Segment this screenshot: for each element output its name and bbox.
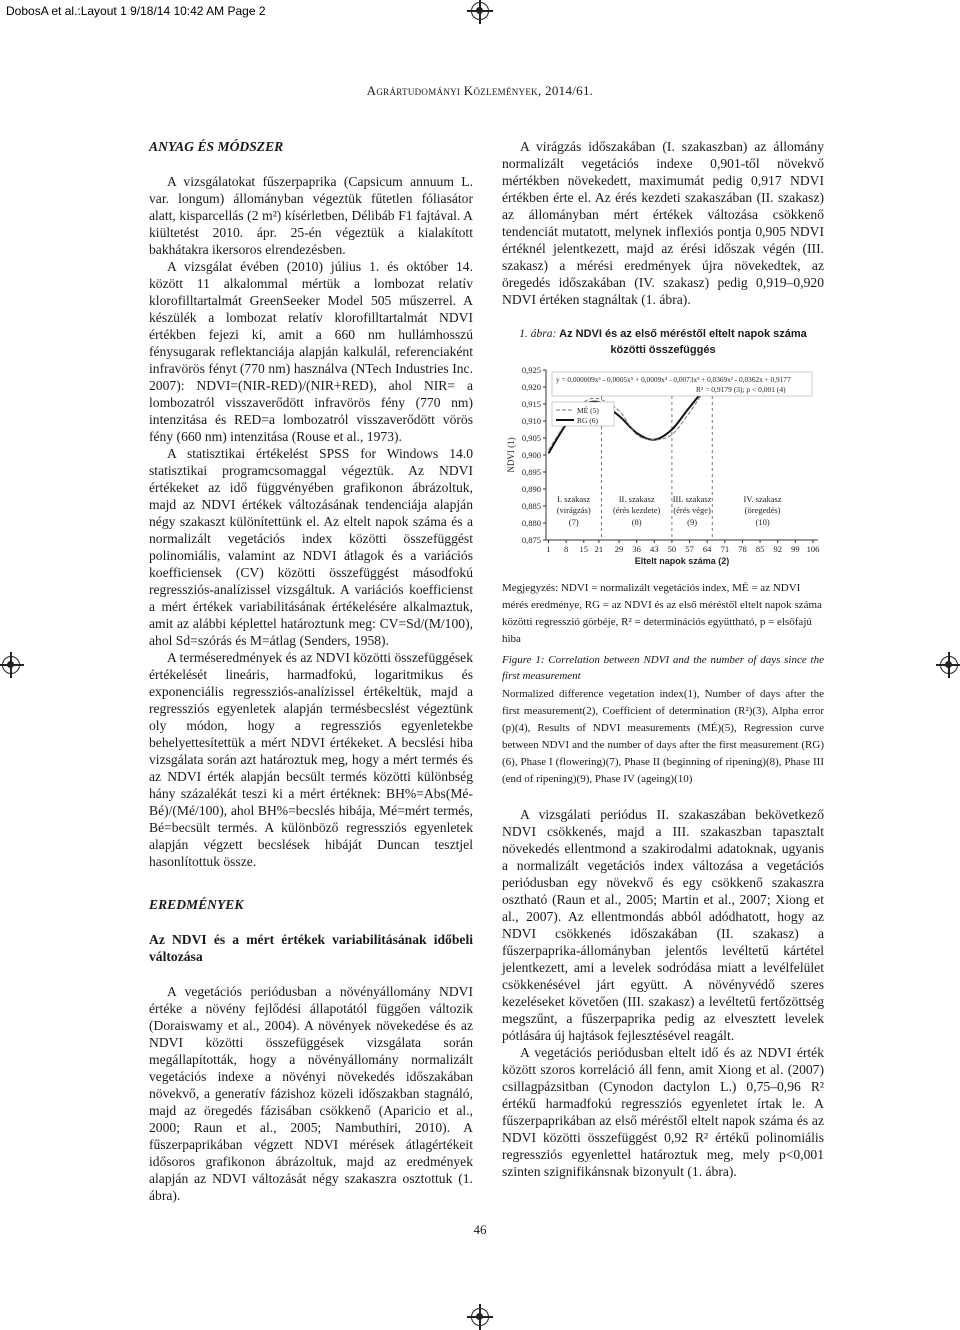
- y-tick-label: 0,890: [521, 484, 541, 494]
- phase-sublabel: (virágzás): [556, 505, 591, 515]
- y-tick-label: 0,905: [521, 433, 541, 443]
- phase-label: III. szakasz: [672, 494, 712, 504]
- y-tick-label: 0,895: [521, 467, 541, 477]
- x-tick-label: 1: [546, 544, 551, 554]
- y-tick-label: 0,880: [521, 518, 541, 528]
- legend-me-label: MÉ (5): [577, 406, 599, 415]
- x-tick-label: 36: [632, 544, 641, 554]
- x-tick-label: 50: [667, 544, 677, 554]
- phase-label: I. szakasz: [557, 494, 591, 504]
- figure-chart: [502, 362, 824, 574]
- x-tick-label: 99: [791, 544, 800, 554]
- registration-mark-top-icon: [471, 2, 489, 20]
- figure-title-text: Az NDVI és az első méréstől eltelt napok száma közötti összefüggés: [559, 328, 807, 356]
- figure-label: 1. ábra:: [519, 328, 557, 340]
- paragraph: A virágzás időszakában (I. szakaszban) az állomány normalizált vegetációs indexe 0,901-től növekvő mértékben növekedett, maximumát pedig 0,917 NDVI értékben érte el. Az érés kezdeti szakaszában (II. szakasz) az állományban mért értékek változása csökkenő tendenciát mutatott, melynek inflexiós pontja 0,905 NDVI értéknél jelentkezett, majd az érési időszak végén (III. szakasz) a mérési eredmények újra növekedtek, az öregedés időszakában (IV. szakasz) pedig 0,919–0,920 NDVI értéken stagnáltak (1. ábra).: [502, 139, 824, 307]
- paragraph: A vizsgálat évében (2010) július 1. és október 14. között 11 alkalommal mértük a lombozat relatív klorofilltartalmát GreenSeeker Model 505 műszerrel. A készülék a lombozat relatív klorofilltartalmát NDVI értékben fejezi ki, amit a 660 nm hullámhosszú fénysugarak reflektanciája alapján kalkulál, referenciaként infravörös fényt (770 nm) használva (NTech Industries Inc. 2007): NDVI=(NIR-RED)/(NIR+RED), ahol NIR= a lombozatról visszaverődött infravörös fény (770 nm) intenzitása és RED=a lombozatról visszaverődött vörös fény (660 nm) intenzitása (Rouse et al., 1973).: [149, 259, 473, 444]
- x-tick-label: 78: [738, 544, 747, 554]
- running-head: Agrártudományi Közlemények, 2014/61.: [366, 83, 594, 98]
- page-number: 46: [473, 1222, 487, 1237]
- y-tick-label: 0,925: [521, 365, 541, 375]
- paragraph: A vizsgálati periódus II. szakaszában bekövetkező NDVI csökkenés, majd a III. szakaszban tapasztalt növekedés ellentmond a szakirodalmi adatoknak, ugyanis a normalizált vegetációs index változása a vegetációs periódusban egy növekvő és egy csökkenő szakaszra osztható (Raun et al., 2005; Martin et al., 2007; Xiong et al., 2007). Az ellentmondás abból adódhatott, hogy az NDVI csökkenés időszakában (II. szakasz) a fűszerpaprika-állományban jelentős levéltetű kártétel jelentkezett, ami a levelek sodródása miatt a levélfelület csökkenésével járt együtt. A növényvédő szeres kezeléseket követően (III. szakasz) a levéltetű fertőzöttség megszűnt, a fűszerpaprika pedig az elvesztett levelek pótlására új hajtások fejlesztésével reagált.: [502, 807, 824, 1043]
- registration-mark-right-icon: [940, 656, 958, 674]
- registration-mark-left-icon: [2, 656, 20, 674]
- r2-text: R² = 0,9179 (3); p < 0,001 (4): [696, 385, 786, 394]
- phase-number: (9): [687, 517, 698, 527]
- figure-english-legend: Normalized difference vegetation index(1), Number of days after the first measurement(2), Coefficient of determination (R²)(3), Alpha error (p)(4), Results of NDVI measurements (MÉ)(5), Regression curve between NDVI and the number of days after the first measurement (RG)(6), Phase I (flowering)(7), Phase II (beginning of ripening)(8), Phase III (end of ripening)(9), Phase IV (ageing)(10): [502, 688, 824, 785]
- phase-number: (10): [755, 517, 770, 527]
- y-tick-label: 0,875: [521, 535, 541, 545]
- phase-sublabel: (öregedés): [744, 505, 781, 515]
- paragraph: A terméseredmények és az NDVI közötti összefüggések értékelését lineáris, harmadfokú, logaritmikus és exponenciális regressziós-analízissel értékeltük, majd a regressziós egyenletek alapján termésbecslést végeztünk oly módon, hogy a regressziós egyenletekbe behelyettesítettük a mért NDVI értékeket. A becslési hiba vizsgálata során azt határoztuk meg, hogy a mért termés és az NDVI érték alapján becsült termés közötti különbség hány százalékát teszi ki a mért értéknek: BH%=Abs(Mé-Bé)/(Mé/100), ahol BH%=becslés hibája, Mé=mért termés, Bé=becsült termés. A különböző regressziós egyenletek alapján végzett becslések hibáját Duncan tesztjel hasonlítottuk össze.: [149, 650, 473, 869]
- left-column: [149, 138, 473, 1204]
- paragraph: A vegetációs periódusban a növényállomány NDVI értéke a növény fejlődési állapotától függően változik (Doraiswamy et al., 2004). A növények növekedése és az NDVI közötti összefüggések vizsgálata során megállapították, hogy a növényállomány normalizált vegetációs indexe a növényi növekedés időszakában növekvő, a generatív fázishoz közeli időszakban stagnáló, majd az öregedés fázisában csökkenő (Aparicio et al., 2000; Raun et al., 2005; Nambuthiri, 2010). A fűszerpaprikában végzett NDVI mérések átlagértékeit idősoros grafikonon ábrázoltuk, majd az eredmények alapján az NDVI változását négy szakaszra osztottuk (1. ábra).: [149, 984, 473, 1203]
- phase-number: (7): [568, 517, 579, 527]
- x-tick-label: 15: [579, 544, 589, 554]
- phase-label: II. szakasz: [618, 494, 655, 504]
- x-axis-label: Eltelt napok száma (2): [634, 556, 730, 566]
- x-tick-label: 71: [720, 544, 730, 554]
- x-tick-label: 29: [614, 544, 624, 554]
- figure-english-title: Figure 1: Correlation between NDVI and the number of days since the first measurement: [502, 654, 824, 682]
- y-tick-label: 0,915: [521, 399, 541, 409]
- print-slug: DobosA et al.:Layout 1 9/18/14 10:42 AM Page 2: [0, 0, 960, 22]
- x-tick-label: 106: [806, 544, 820, 554]
- figure-note: Megjegyzés: NDVI = normalizált vegetációs index, MÉ = az NDVI mérés eredménye, RG = az NDVI és az első méréstől eltelt napok száma közötti regresszió görbéje, R² = determinációs együttható, p = elsőfajú hiba: [502, 582, 822, 645]
- x-tick-label: 85: [755, 544, 765, 554]
- phase-label: IV. szakasz: [743, 494, 782, 504]
- x-tick-label: 8: [564, 544, 569, 554]
- x-tick-label: 57: [685, 544, 694, 554]
- phase-sublabel: (érés vége): [673, 505, 711, 515]
- legend-rg-label: RG (6): [577, 416, 599, 425]
- paragraph: A vegetációs periódusban eltelt idő és az NDVI érték között szoros korreláció áll fenn, amit Xiong et al. (2007) csillagpázsitban (Cynodon dactylon L.) 0,75–0,96 R² értékű harmadfokú regressziós egyenletet írtak le. A fűszerpaprikában az első méréstől eltelt napok száma és az NDVI közötti összefüggést 0,92 R² értékű polinomiális regressziós egyenlettel határoztuk meg, mely p<0,001 szinten szignifikánsnak bizonyult (1. ábra).: [502, 1045, 824, 1179]
- ndvi-chart: [502, 362, 824, 574]
- phase-sublabel: (érés kezdete): [612, 505, 661, 515]
- subsection-heading: Az NDVI és a mért értékek variabilitásának időbeli változása: [149, 932, 473, 964]
- registration-mark-bottom-icon: [471, 1308, 489, 1326]
- x-tick-label: 64: [702, 544, 712, 554]
- paragraph: A statisztikai értékelést SPSS for Windows 14.0 statisztikai programcsomaggal végeztük. Az NDVI értékeket az idő függvényében grafikonon ábrázoltuk, majd az NDVI értékek változásának tendenciája alapján négy szakaszt különítettünk el. Az eltelt napok száma és a normalizált vegetációs index közötti összefüggést polinomiális, valamint az NDVI átlagok és a variációs koefficiensek (CV) közötti összefüggést másodfokú regressziós-analízissel vizsgáltuk. A variációs koefficienst a mért értékek variabilitásának értékelésére alkalmaztuk, amit az alábbi képlettel határoztunk meg: CV=Sd/(M/100), ahol Sd=szórás és M=átlag (Senders, 1958).: [149, 446, 473, 648]
- section-heading-methods: ANYAG ÉS MÓDSZER: [149, 139, 284, 154]
- phase-number: (8): [631, 517, 642, 527]
- right-column: [502, 138, 824, 1180]
- y-axis-label: NDVI (1): [506, 437, 516, 473]
- figure-title: [502, 326, 824, 358]
- x-tick-label: 43: [650, 544, 659, 554]
- equation-text: y = 0,000009x⁶ - 0,0005x⁵ + 0,0009x⁴ - 0,0073x³ + 0,0369x² - 0,0362x + 0,9177: [556, 375, 791, 384]
- y-tick-label: 0,900: [521, 450, 541, 460]
- section-heading-results: EREDMÉNYEK: [149, 897, 244, 912]
- paragraph: A vizsgálatokat fűszerpaprika (Capsicum annuum L. var. longum) állományban végeztük fűtetlen fóliasátor alatt, kisparcellás (2 m²) kísérletben, Délibáb F1 fajtával. A kiültetést 2010. ápr. 25-én végeztük a kialakított bakhátakra ikersoros elrendezésben.: [149, 174, 473, 257]
- y-tick-label: 0,910: [521, 416, 541, 426]
- x-tick-label: 21: [594, 544, 604, 554]
- y-tick-label: 0,885: [521, 501, 541, 511]
- y-tick-label: 0,920: [521, 382, 541, 392]
- x-tick-label: 92: [773, 544, 782, 554]
